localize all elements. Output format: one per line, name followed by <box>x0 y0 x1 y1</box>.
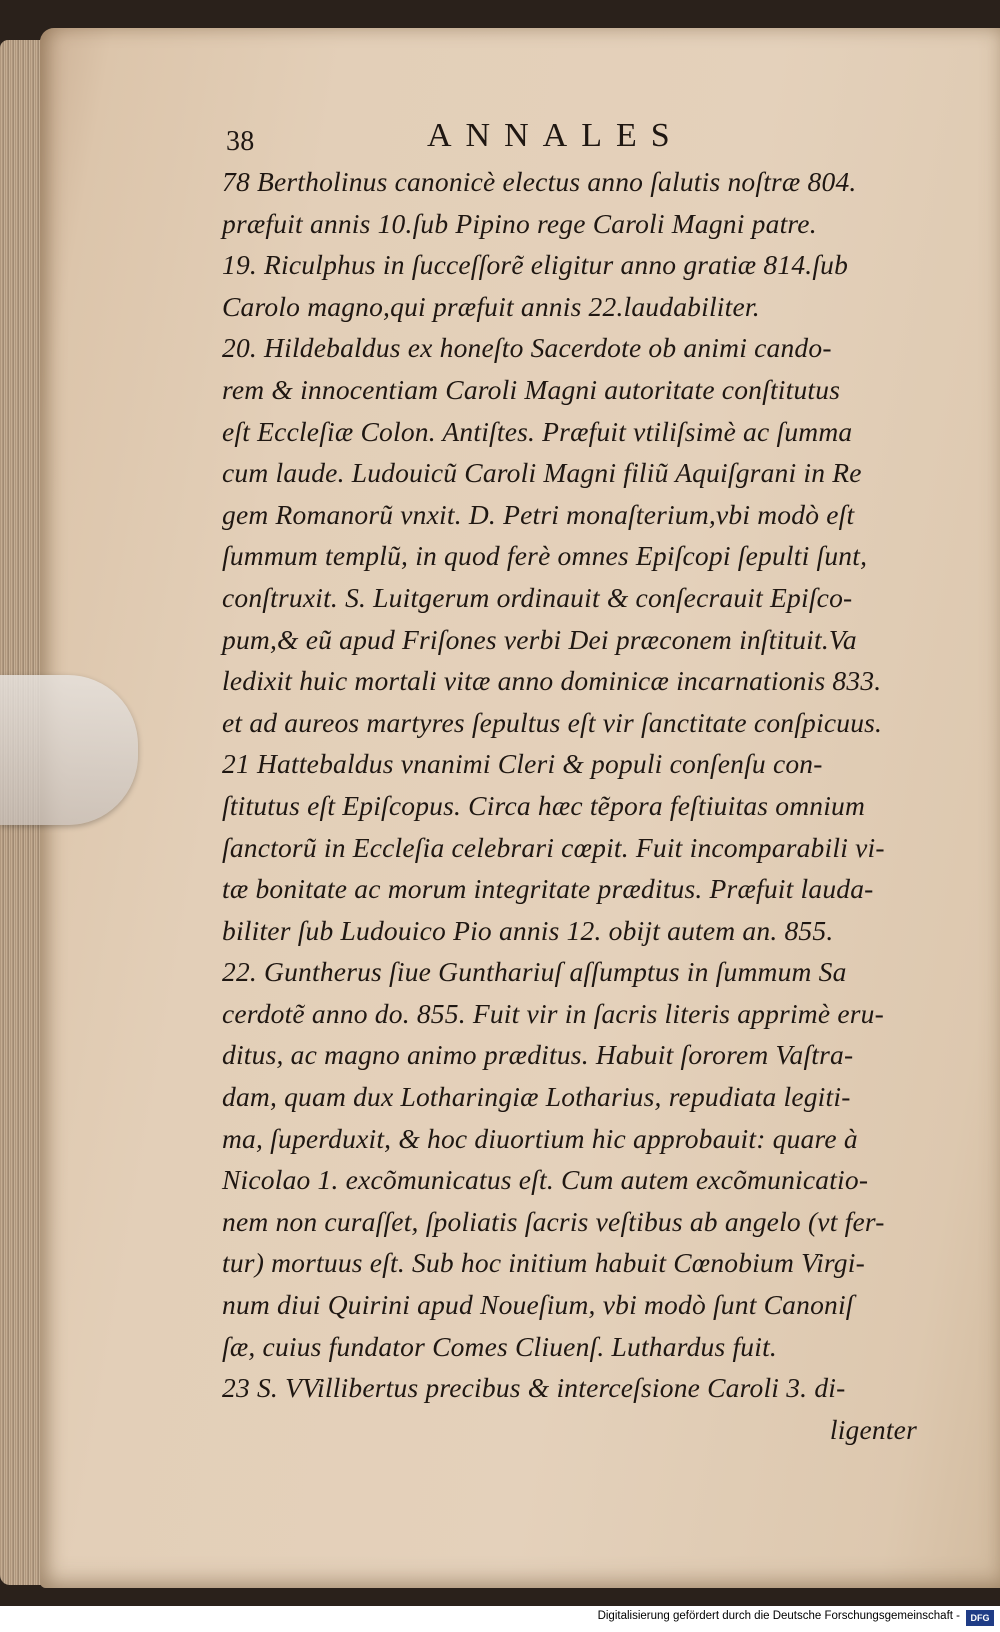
text-line: 23 S. VVillibertus precibus & interceſsione Caroli 3. di- <box>222 1372 846 1404</box>
text-line: nem non curaſſet, ſpoliatis ſacris veſtibus ab angelo (vt fer- <box>222 1205 885 1237</box>
text-line: tur) mortuus eſt. Sub hoc initium habuit Cœnobium Virgi- <box>222 1247 865 1279</box>
text-line: 20. Hildebaldus ex honeſto Sacerdote ob animi cando- <box>222 332 832 364</box>
text-line: ſæ, cuius fundator Comes Cliuenſ. Luthardus fuit. <box>222 1330 778 1362</box>
text-line: ditus, ac magno animo præditus. Habuit ſororem Vaſtra- <box>222 1039 854 1071</box>
text-line: num diui Quirini apud Noueſium, vbi modò ſunt Canoniſ <box>222 1289 854 1321</box>
page-text <box>222 113 937 1450</box>
text-line: eſt Eccleſiæ Colon. Antiſtes. Præfuit vtiliſsimè ac ſumma <box>222 415 853 447</box>
text-line: gem Romanorũ vnxit. D. Petri monaſterium,vbi modò eſt <box>222 498 855 530</box>
text-line: cum laude. Ludouicũ Caroli Magni filiũ Aquiſgrani in Re <box>222 457 862 489</box>
page-header <box>222 113 937 161</box>
text-line: ſummum templũ, in quod ferè omnes Epiſcopi ſepulti ſunt, <box>222 540 868 572</box>
text-line: biliter ſub Ludouico Pio annis 12. obijt autem an. 855. <box>222 914 834 946</box>
text-line: 21 Hattebaldus vnanimi Cleri & populi conſenſu con- <box>222 748 823 780</box>
text-line: pum,& eũ apud Friſones verbi Dei præconem inſtituit.Va <box>222 623 857 655</box>
text-line: ſanctorũ in Eccleſia celebrari cœpit. Fuit incomparabili vi- <box>222 831 885 863</box>
running-head: ANNALES <box>427 117 684 154</box>
footer-credit: Digitalisierung gefördert durch die Deutsche Forschungsgemeinschaft - <box>597 1610 960 1622</box>
page-clip <box>0 675 138 825</box>
text-line: cerdotẽ anno do. 855. Fuit vir in ſacris literis apprimè eru- <box>222 997 884 1029</box>
text-line: tæ bonitate ac morum integritate præditus. Præfuit lauda- <box>222 873 874 905</box>
text-line: 78 Bertholinus canonicè electus anno ſalutis noſtræ 804. <box>222 166 857 197</box>
text-line: ſtitutus eſt Epiſcopus. Circa hæc tẽpora feſtiuitas omnium <box>222 789 866 821</box>
text-line: 19. Riculphus in ſucceſſorẽ eligitur anno gratiæ 814.ſub <box>222 249 849 281</box>
footer-bar <box>0 1606 1000 1632</box>
text-line: ledixit huic mortali vitæ anno dominicæ incarnationis 833. <box>222 665 882 697</box>
catchword: ligenter <box>829 1413 917 1445</box>
text-line: 22. Guntherus ſiue Gunthariuſ aſſumptus in ſummum Sa <box>222 956 847 988</box>
text-line: Nicolao 1. excõmunicatus eſt. Cum autem excõmunicatio- <box>222 1164 869 1196</box>
text-line: Carolo magno,qui præfuit annis 22.laudabiliter. <box>222 290 760 322</box>
page-number: 38 <box>226 126 255 157</box>
text-line: dam, quam dux Lotharingiæ Lotharius, repudiata legiti- <box>222 1081 851 1113</box>
text-line: præfuit annis 10.ſub Pipino rege Caroli Magni patre. <box>222 207 817 239</box>
text-line: conſtruxit. S. Luitgerum ordinauit & conſecrauit Epiſco- <box>222 581 853 613</box>
text-line: rem & innocentiam Caroli Magni autoritate conſtitutus <box>222 373 841 405</box>
text-line: ma, ſuperduxit, & hoc diuortium hic approbauit: quare à <box>222 1122 858 1154</box>
dfg-logo-icon: DFG <box>966 1610 994 1626</box>
text-line: et ad aureos martyres ſepultus eſt vir ſanctitate conſpicuus. <box>222 706 883 738</box>
